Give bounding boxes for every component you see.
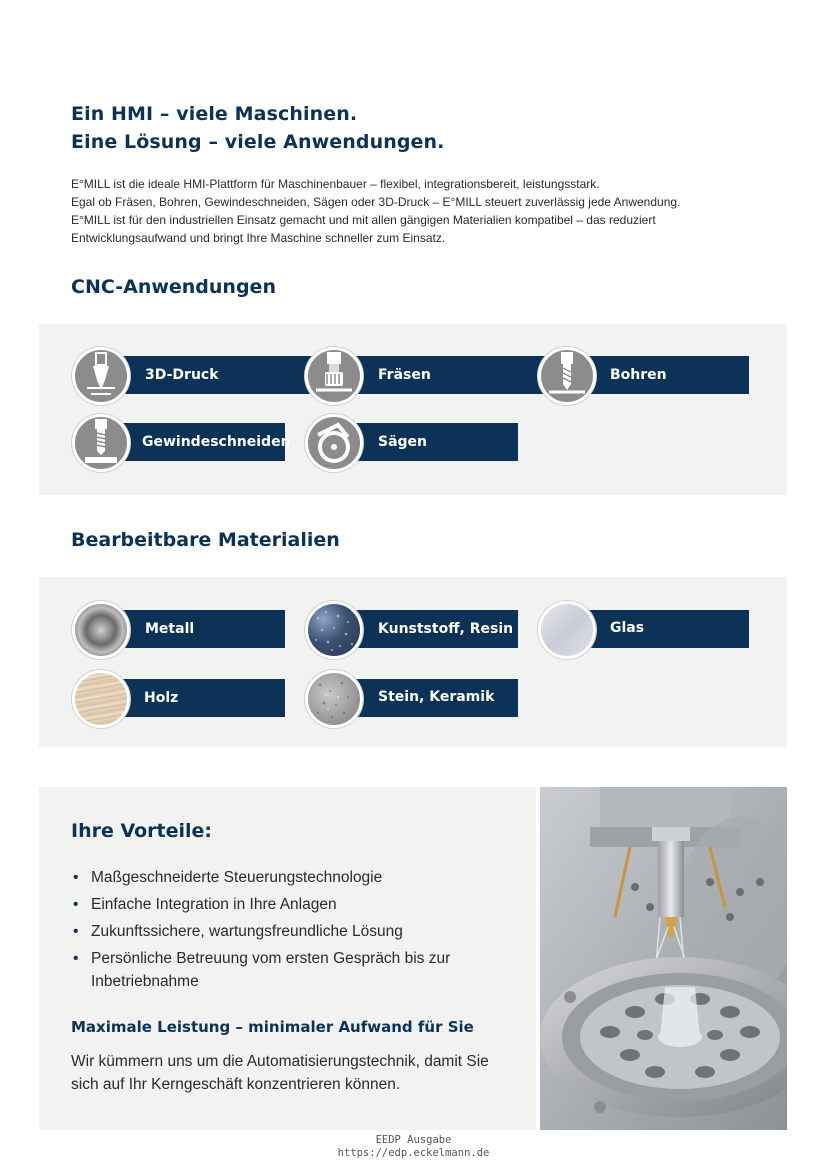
material-item-label: Stein, Keramik: [378, 689, 495, 705]
material-item-metall: [72, 606, 287, 652]
intro-line-1: E°MILL ist die ideale HMI-Plattform für Maschinenbauer – flexibel, integrationsbereit, leistungsstark.: [71, 177, 600, 191]
benefits-text: Wir kümmern uns um die Automatisierungstechnik, damit Sie sich auf Ihr Kerngeschäft konzentrieren können.: [71, 1053, 489, 1093]
footer-url[interactable]: https://edp.eckelmann.de: [337, 1147, 490, 1159]
cnc-item-label: Gewindeschneiden: [142, 434, 291, 450]
glass-swatch: [538, 601, 596, 659]
wood-swatch: [72, 670, 130, 728]
cnc-section-title: CNC-Anwendungen: [71, 276, 276, 298]
title-line-2: Eine Lösung – viele Anwendungen.: [71, 131, 445, 153]
material-item-label: Kunststoff, Resin: [378, 621, 514, 637]
milling-cutter-icon: [305, 347, 363, 405]
title-line-1: Ein HMI – viele Maschinen.: [71, 103, 358, 125]
intro-line-3: E°MILL ist für den industriellen Einsatz gemacht und mit allen gängigen Materialien kompatibel – das reduziert: [71, 213, 656, 227]
intro-line-2: Egal ob Fräsen, Bohren, Gewindeschneiden, Sägen oder 3D-Druck – E°MILL steuert zuverlässig jede Anwendung.: [71, 195, 681, 209]
list-item: • Zukunftssichere, wartungsfreundliche Lösung: [71, 920, 511, 943]
list-item: • Einfache Integration in Ihre Anlagen: [71, 893, 511, 916]
stone-swatch: [305, 670, 363, 728]
cnc-item-bohren: [538, 352, 753, 398]
cnc-panel: [39, 324, 787, 495]
benefits-subtitle: Maximale Leistung – minimaler Aufwand für Sie: [71, 1018, 474, 1036]
3d-print-nozzle-icon: [72, 347, 130, 405]
intro-line-4: Entwicklungsaufwand und bringt Ihre Maschine schneller zum Einsatz.: [71, 231, 446, 245]
material-item-label: Glas: [610, 620, 645, 636]
footer: [0, 1134, 827, 1160]
footer-edition: EEDP Ausgabe: [375, 1134, 452, 1146]
benefits-title: Ihre Vorteile:: [71, 820, 213, 842]
material-item-label: Holz: [144, 690, 179, 706]
cnc-item-label: Sägen: [378, 434, 428, 450]
cnc-item-label: Bohren: [610, 367, 667, 383]
materials-panel: [39, 577, 787, 747]
thread-tap-icon: [72, 414, 130, 472]
material-item-stein: [305, 675, 520, 721]
metal-swatch: [72, 601, 130, 659]
cnc-item-label: 3D-Druck: [145, 367, 219, 383]
page-title: [71, 100, 444, 156]
plastic-swatch: [305, 601, 363, 659]
circular-saw-icon: [305, 414, 363, 472]
cnc-item-fraesen: [305, 352, 520, 398]
cnc-item-3d-druck: [72, 352, 287, 398]
list-item: • Persönliche Betreuung vom ersten Gespräch bis zur Inbetriebnahme: [71, 947, 481, 993]
list-item: • Maßgeschneiderte Steuerungstechnologie: [71, 866, 511, 889]
benefits-list: [71, 866, 511, 997]
drill-bit-icon: [538, 347, 596, 405]
material-item-kunststoff: [305, 606, 520, 652]
material-item-holz: [72, 675, 287, 721]
machine-photo: [540, 787, 787, 1130]
cnc-item-gewindeschneiden: [72, 419, 291, 465]
cnc-item-saegen: [305, 419, 520, 465]
material-item-glas: [538, 606, 753, 652]
materials-section-title: Bearbeitbare Materialien: [71, 529, 340, 551]
intro-text: [71, 175, 761, 247]
material-item-label: Metall: [145, 621, 195, 637]
cnc-item-label: Fräsen: [378, 367, 431, 383]
